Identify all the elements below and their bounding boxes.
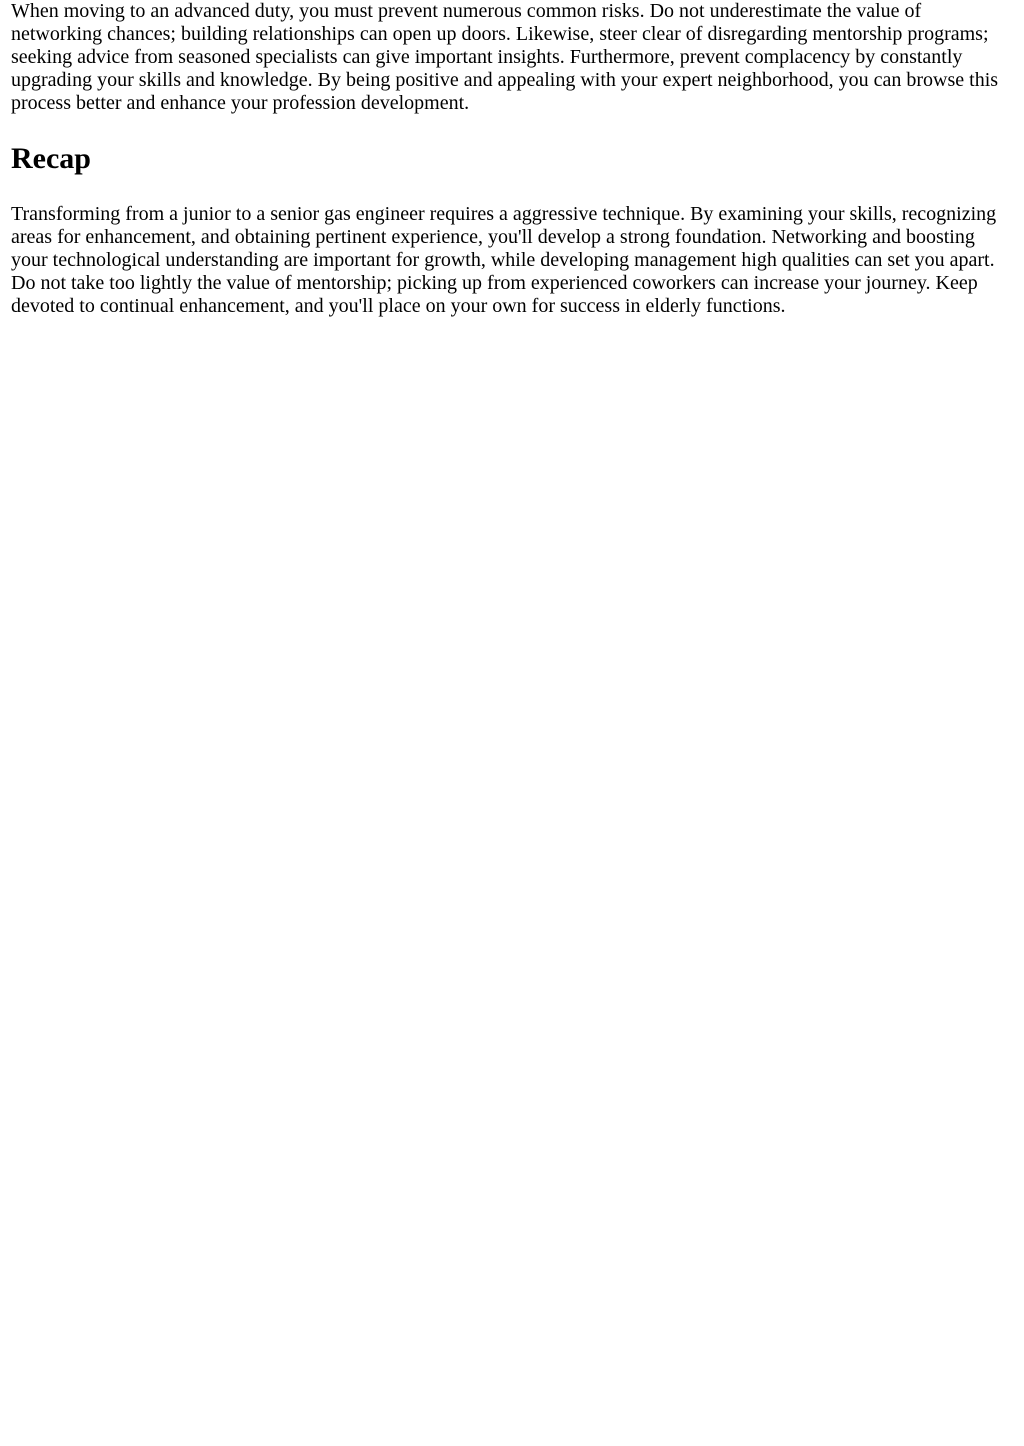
recap-paragraph: Transforming from a junior to a senior gas engineer requires a aggressive technique. By examining your skills, recognizing areas for enhancement, and obtaining pertinent experience, you'll develop a strong foundation. Networking and boosting your technological understanding are important for growth, while developing management high qualities can set you apart. Do not take too lightly the value of mentorship; picking up from experienced coworkers can increase your journey. Keep devoted to continual enhancement, and you'll place on your own for success in elderly functions. bbox=[11, 203, 997, 317]
recap-heading: Recap bbox=[11, 142, 91, 175]
intro-paragraph: When moving to an advanced duty, you must prevent numerous common risks. Do not underestimate the value of networking chances; building relationships can open up doors. Likewise, steer clear of disregarding mentorship programs; seeking advice from seasoned specialists can give important insights. Furthermore, prevent complacency by constantly upgrading your skills and knowledge. By being positive and appealing with your expert neighborhood, you can browse this process better and enhance your profession development. bbox=[11, 0, 999, 114]
article-body bbox=[11, 0, 1014, 318]
